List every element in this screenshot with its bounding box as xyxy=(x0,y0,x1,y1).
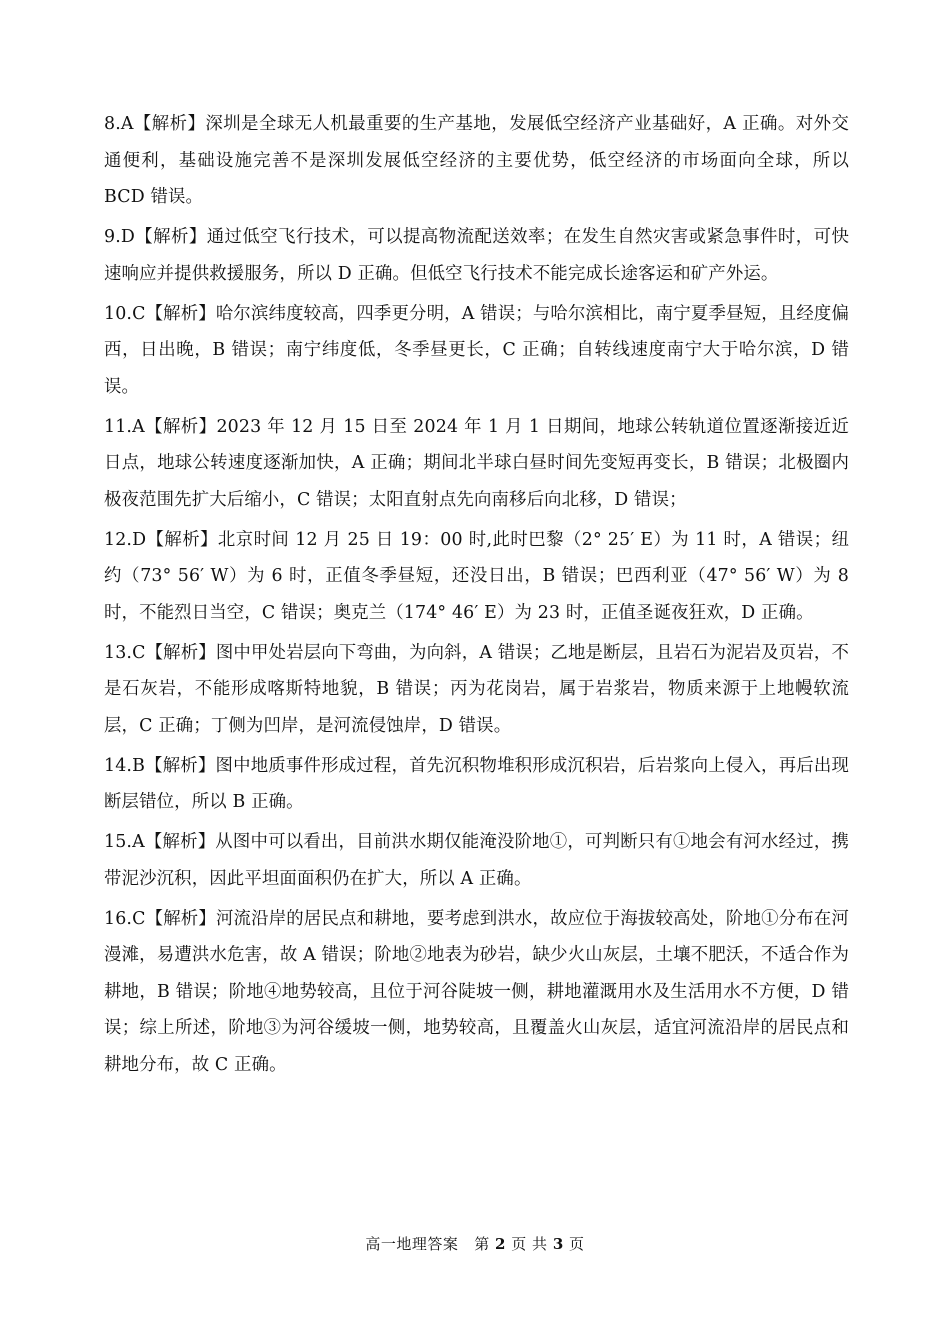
answer-11: 11.A【解析】2023 年 12 月 15 日至 2024 年 1 月 1 日期间，地球公转轨道位置逐渐接近近日点，地球公转速度逐渐加快，A 正确；期间北半球白昼时间先变短再变长，B 错误；北极圈内极夜范围先扩大后缩小，C 错误；太阳直射点先向南移后向北移，D 错误； xyxy=(104,416,849,510)
page-footer xyxy=(0,1232,950,1256)
answer-16: 16.C【解析】河流沿岸的居民点和耕地，要考虑到洪水，故应位于海拔较高处，阶地①分布在河漫滩，易遭洪水危害，故 A 错误；阶地②地表为砂岩，缺少火山灰层，土壤不肥沃，不适合作为耕地，B 错误；阶地④地势较高，且位于河谷陡坡一侧，耕地灌溉用水及生活用水不方便，D 错误；综上所述，阶地③为河谷缓坡一侧，地势较高，且覆盖火山灰层，适宜河流沿岸的居民点和耕地分布，故 C 正确。 xyxy=(104,908,849,1075)
answer-13: 13.C【解析】图中甲处岩层向下弯曲，为向斜，A 错误；乙地是断层，且岩石为泥岩及页岩，不是石灰岩，不能形成喀斯特地貌，B 错误；丙为花岗岩，属于岩浆岩，物质来源于上地幔软流层，C 正确；丁侧为凹岸，是河流侵蚀岸，D 错误。 xyxy=(104,642,849,736)
answer-14: 14.B【解析】图中地质事件形成过程，首先沉积物堆积形成沉积岩，后岩浆向上侵入，再后出现断层错位，所以 B 正确。 xyxy=(104,755,849,812)
answer-9: 9.D【解析】通过低空飞行技术，可以提高物流配送效率；在发生自然灾害或紧急事件时，可快速响应并提供救援服务，所以 D 正确。但低空飞行技术不能完成长途客运和矿产外运。 xyxy=(104,227,849,284)
footer-page-mid: 页 共 xyxy=(511,1235,548,1253)
answer-8: 8.A【解析】深圳是全球无人机最重要的生产基地，发展低空经济产业基础好，A 正确。对外交通便利，基础设施完善不是深圳发展低空经济的主要优势，低空经济的市场面向全球，所以 BCD 错误。 xyxy=(104,114,849,207)
footer-subject: 高一地理答案 xyxy=(365,1235,459,1253)
answer-list xyxy=(104,106,849,1087)
footer-page-total: 3 xyxy=(552,1235,564,1253)
footer-page-current: 2 xyxy=(495,1235,506,1253)
footer-page-prefix: 第 xyxy=(474,1235,490,1253)
answer-15: 15.A【解析】从图中可以看出，目前洪水期仅能淹没阶地①，可判断只有①地会有河水经过，携带泥沙沉积，因此平坦面面积仍在扩大，所以 A 正确。 xyxy=(104,832,849,889)
footer-page-suffix: 页 xyxy=(569,1235,585,1253)
answer-12: 12.D【解析】北京时间 12 月 25 日 19：00 时,此时巴黎（2° 25′ E）为 11 时，A 错误；纽约（73° 56′ W）为 6 时，正值冬季昼短，还没日出，B 错误；巴西利亚（47° 56′ W）为 8 时，不能烈日当空，C 错误；奥克兰（174° 46′ E）为 23 时，正值圣诞夜狂欢，D 正确。 xyxy=(104,529,849,623)
answer-10: 10.C【解析】哈尔滨纬度较高，四季更分明，A 错误；与哈尔滨相比，南宁夏季昼短，且经度偏西，日出晚，B 错误；南宁纬度低，冬季昼更长，C 正确；自转线速度南宁大于哈尔滨，D 错误。 xyxy=(104,303,849,397)
